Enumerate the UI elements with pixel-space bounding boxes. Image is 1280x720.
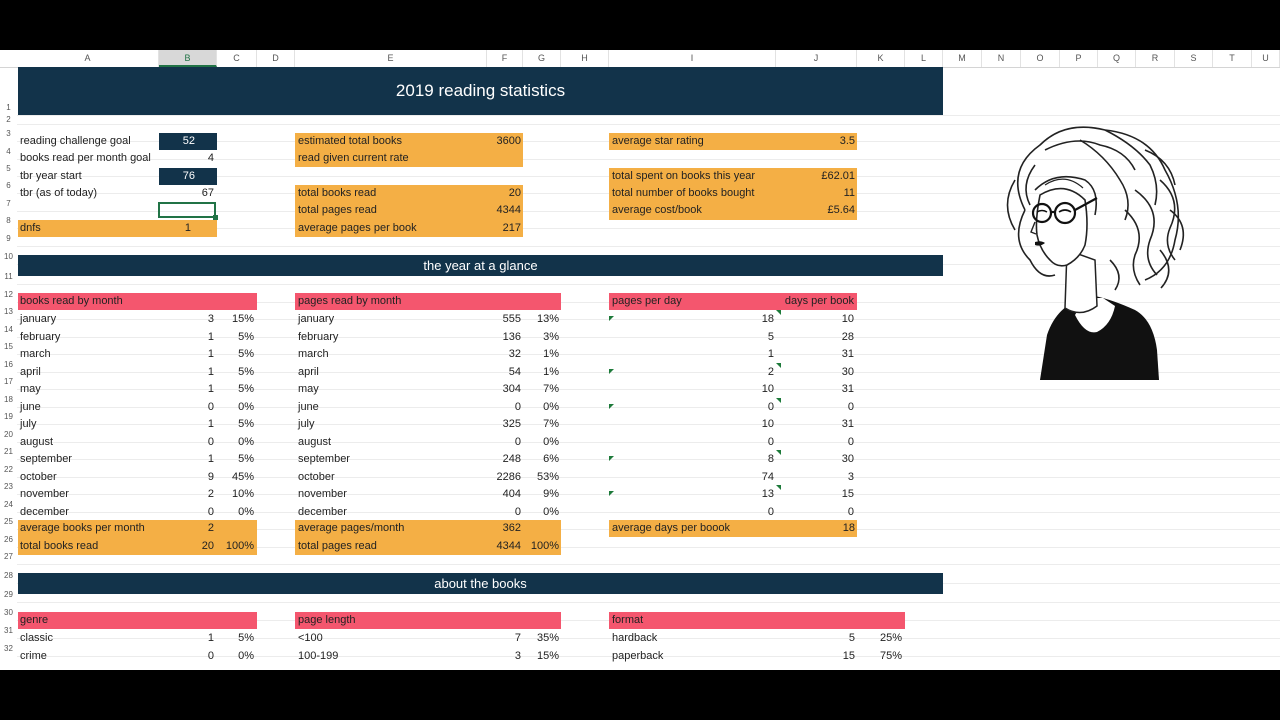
pages-month-pct: 7% [543,383,559,395]
star-value: 3.5 [839,135,855,147]
books-month-name: april [20,365,41,378]
star-label: average star rating [612,135,704,147]
genre-name: classic [20,632,54,644]
days-per-book-value: 28 [841,330,854,343]
est-label: estimated total books [298,135,402,147]
books-month-count: 3 [207,313,214,325]
pages-month-name: february [298,330,339,343]
column-header-r[interactable]: R [1136,50,1175,67]
row-header-5[interactable]: 5 [6,164,11,173]
row-header-9[interactable]: 9 [6,234,11,243]
row-header-8[interactable]: 8 [6,216,11,225]
days-per-book-value: 0 [847,435,854,448]
books-month-name: june [20,400,41,413]
page-length-pct: 15% [536,649,559,662]
column-header-c[interactable]: C [217,50,257,67]
tbr-start-label: tbr year start [20,170,82,182]
woman-portrait-illustration [985,110,1210,380]
books-month-count: 2 [207,488,214,500]
pages-month-count: 248 [502,453,521,465]
pages-per-day-value: 18 [761,313,774,325]
pages-month-count: 0 [514,400,521,413]
row-header-29[interactable]: 29 [4,590,13,599]
pages-month-pct: 6% [543,453,559,465]
row-header-16[interactable]: 16 [4,360,13,369]
row-header-18[interactable]: 18 [4,395,13,404]
per-month-value: 4 [207,152,214,164]
books-month-pct: 5% [238,330,254,343]
column-header-n[interactable]: N [982,50,1021,67]
pages-month-name: september [298,453,350,465]
pages-month-count: 54 [508,365,521,378]
title-banner [18,67,943,115]
pages-month-pct: 7% [543,418,559,430]
days-per-book-value: 10 [841,313,854,325]
books-month-count: 1 [207,418,214,430]
pages-month-pct: 53% [536,470,559,483]
spent-label: total spent on books this year [612,170,756,182]
row-header-24[interactable]: 24 [4,500,13,509]
column-header-t[interactable]: T [1213,50,1252,67]
spent-value: £62.01 [821,170,855,182]
books-month-count: 1 [207,348,214,360]
column-header-bar[interactable] [0,50,1280,68]
books-month-name: december [20,505,69,518]
per-day-avg-label: average days per boook [612,522,731,534]
pages-month-name: november [298,488,347,500]
books-month-name: february [20,330,61,343]
days-per-book-value: 31 [841,383,854,395]
books-month-pct: 10% [231,488,254,500]
tbr-today-value: 67 [201,187,214,199]
books-month-count: 1 [207,365,214,378]
column-header-i[interactable]: I [609,50,776,67]
pages-per-day-value: 8 [767,453,774,465]
row-header-26[interactable]: 26 [4,535,13,544]
page-length-count: 7 [514,632,521,644]
books-month-count: 1 [207,330,214,343]
row-header-6[interactable]: 6 [6,181,11,190]
format-pct: 75% [879,649,902,662]
total-books-label: total books read [298,187,377,199]
pages-month-pct: 0% [543,505,559,518]
pages-month-name: august [298,435,332,448]
pages-per-day-value: 0 [767,505,774,518]
total-pages-label: total pages read [298,204,377,216]
column-header-f[interactable]: F [487,50,523,67]
error-indicator-icon[interactable] [609,316,614,321]
genre-pct: 5% [238,632,254,644]
challenge-label: reading challenge goal [20,135,131,147]
books-month-count: 1 [207,383,214,395]
column-header-h[interactable]: H [561,50,609,67]
column-header-p[interactable]: P [1060,50,1098,67]
format-count: 5 [848,632,855,644]
row-header-20[interactable]: 20 [4,430,13,439]
books-month-name: november [20,488,69,500]
cost-value: £5.64 [827,204,855,216]
spreadsheet[interactable] [0,50,1280,670]
section-about-banner [18,573,943,594]
books-month-pct: 5% [238,453,254,465]
row-header-2[interactable]: 2 [6,115,11,124]
books-month-count: 9 [207,470,214,483]
cost-label: average cost/book [612,204,702,216]
days-per-book-value: 30 [841,365,854,378]
books-month-pct: 5% [238,348,254,360]
format-name: hardback [612,632,658,644]
pages-month-header: pages read by month [298,295,402,307]
pages-per-day-value: 74 [761,470,774,483]
page-length-count: 3 [514,649,521,662]
format-count: 15 [842,649,855,662]
column-header-g[interactable]: G [523,50,561,67]
books-month-pct: 0% [238,505,254,518]
pages-month-name: july [298,418,315,430]
days-per-book-value: 0 [847,505,854,518]
pages-total-label: total pages read [298,540,377,552]
column-header-o[interactable]: O [1021,50,1060,67]
days-per-book-value: 3 [847,470,854,483]
row-header-11[interactable]: 11 [4,272,13,281]
row-header-17[interactable]: 17 [4,377,13,386]
total-books-value: 20 [508,187,521,199]
gridline [17,602,1280,603]
pages-month-count: 2286 [496,470,521,483]
row-header-32[interactable]: 32 [4,644,13,653]
tbr-today-label: tbr (as of today) [20,187,98,199]
books-month-count: 0 [207,505,214,518]
pages-per-day-value: 10 [761,418,774,430]
pages-total-value: 4344 [496,540,521,552]
pages-month-pct: 0% [543,400,559,413]
row-header-25[interactable]: 25 [4,517,13,526]
dnfs-label: dnfs [20,222,41,234]
error-indicator-icon[interactable] [609,404,614,409]
format-pct: 25% [879,632,902,644]
column-header-q[interactable]: Q [1098,50,1136,67]
pages-month-pct: 0% [543,435,559,448]
error-indicator-icon[interactable] [609,456,614,461]
pages-month-count: 325 [502,418,521,430]
books-month-name: september [20,453,72,465]
error-indicator-icon[interactable] [776,398,781,403]
avg-pages-value: 217 [502,222,521,234]
section-glance-banner [18,255,943,276]
books-month-name: may [20,383,41,395]
column-header-u[interactable]: U [1252,50,1280,67]
row-header-7[interactable]: 7 [6,199,11,208]
pages-per-day-value: 1 [767,348,774,360]
dnfs-value: 1 [184,222,191,234]
books-month-count: 1 [207,453,214,465]
error-indicator-icon[interactable] [609,491,614,496]
days-per-book-value: 15 [841,488,854,500]
pages-per-day-value: 0 [767,400,774,413]
pages-month-name: march [298,348,329,360]
section-glance-title: the year at a glance [423,258,538,273]
pages-total-pct: 100% [530,540,559,552]
pages-month-pct: 1% [543,348,559,360]
pages-per-day-header: pages per day [612,295,682,307]
pages-month-name: october [298,470,335,483]
error-indicator-icon[interactable] [776,310,781,315]
books-total-value: 20 [201,540,214,552]
row-header-21[interactable]: 21 [4,447,13,456]
books-total-label: total books read [20,540,99,552]
pages-month-count: 136 [502,330,521,343]
books-month-pct: 0% [238,435,254,448]
days-per-book-value: 31 [841,418,854,430]
books-month-name: august [20,435,54,448]
est-value: 3600 [496,135,521,147]
pages-month-name: december [298,505,347,518]
days-per-book-value: 30 [841,453,854,465]
challenge-value: 52 [182,135,195,147]
per-month-label: books read per month goal [20,152,151,164]
pages-month-pct: 13% [536,313,559,325]
column-header-j[interactable]: J [776,50,857,67]
days-per-book-value: 31 [841,348,854,360]
books-month-pct: 5% [238,365,254,378]
genre-header-bar [18,612,257,629]
bought-label: total number of books bought [612,187,755,199]
error-indicator-icon[interactable] [776,450,781,455]
pages-per-day-value: 5 [767,330,774,343]
row-header-13[interactable]: 13 [4,307,13,316]
books-total-pct: 100% [225,540,254,552]
genre-name: crime [20,649,47,662]
books-month-pct: 45% [231,470,254,483]
pages-per-day-value: 13 [761,488,774,500]
pages-month-count: 555 [502,313,521,325]
error-indicator-icon[interactable] [776,485,781,490]
days-per-book-header: days per book [784,295,854,307]
gridline [17,564,1280,565]
books-month-pct: 0% [238,400,254,413]
books-month-name: july [20,418,37,430]
error-indicator-icon[interactable] [609,369,614,374]
books-avg-value: 2 [207,522,214,534]
column-header-b[interactable]: B [159,50,217,67]
column-header-m[interactable]: M [943,50,982,67]
page-length-name: 100-199 [298,649,339,662]
pages-month-pct: 9% [543,488,559,500]
column-header-s[interactable]: S [1175,50,1213,67]
row-header-19[interactable]: 19 [4,412,13,421]
pages-month-name: june [298,400,319,413]
row-header-27[interactable]: 27 [4,552,13,561]
books-month-count: 0 [207,435,214,448]
column-header-d[interactable]: D [257,50,295,67]
active-cell-selection[interactable] [158,202,216,218]
section-about-title: about the books [434,576,527,591]
days-per-book-value: 0 [847,400,854,413]
page-title: 2019 reading statistics [395,81,566,100]
page-length-name: <100 [298,632,323,644]
page-length-pct: 35% [536,632,559,644]
pages-avg-value: 362 [502,522,521,534]
format-name: paperback [612,649,664,662]
column-header-l[interactable]: L [905,50,943,67]
column-header-k[interactable]: K [857,50,905,67]
row-header-30[interactable]: 30 [4,608,13,617]
row-header-4[interactable]: 4 [6,147,11,156]
per-day-avg-value: 18 [842,522,855,534]
pages-per-day-value: 10 [761,383,774,395]
pages-month-name: january [298,313,335,325]
row-header-23[interactable]: 23 [4,482,13,491]
pages-per-day-value: 2 [767,365,774,378]
books-month-name: january [20,313,57,325]
books-month-pct: 15% [231,313,254,325]
page-length-header: page length [298,614,356,626]
books-month-pct: 5% [238,418,254,430]
est-label-2: read given current rate [298,152,409,164]
pages-month-count: 32 [508,348,521,360]
column-header-a[interactable]: A [17,50,159,67]
books-month-pct: 5% [238,383,254,395]
pages-month-count: 0 [514,435,521,448]
books-month-header: books read by month [20,295,123,307]
row-header-14[interactable]: 14 [4,325,13,334]
total-pages-value: 4344 [496,204,521,216]
books-month-count: 0 [207,400,214,413]
row-header-12[interactable]: 12 [4,290,13,299]
pages-month-pct: 3% [543,330,559,343]
genre-count: 0 [207,649,214,662]
books-month-name: march [20,348,51,360]
error-indicator-icon[interactable] [776,363,781,368]
column-header-e[interactable]: E [295,50,487,67]
row-header-28[interactable]: 28 [4,571,13,580]
row-header-31[interactable]: 31 [4,626,13,635]
avg-pages-label: average pages per book [298,222,417,234]
genre-pct: 0% [238,649,254,662]
genre-count: 1 [207,632,214,644]
books-avg-label: average books per month [20,522,145,534]
format-header-bar [609,612,905,629]
pages-avg-label: average pages/month [298,522,405,534]
pages-month-pct: 1% [543,365,559,378]
pages-month-name: april [298,365,319,378]
pages-month-count: 404 [502,488,521,500]
pages-month-count: 304 [502,383,521,395]
bought-value: 11 [843,187,855,199]
format-header: format [612,614,644,626]
pages-month-count: 0 [514,505,521,518]
row-header-22[interactable]: 22 [4,465,13,474]
pages-per-day-value: 0 [767,435,774,448]
genre-header: genre [20,614,49,626]
books-month-name: october [20,470,57,483]
row-header-10[interactable]: 10 [4,252,13,261]
tbr-start-value: 76 [182,170,195,182]
row-header-1[interactable]: 1 [6,103,11,112]
pages-month-name: may [298,383,319,395]
row-header-3[interactable]: 3 [6,129,11,138]
row-header-15[interactable]: 15 [4,342,13,351]
